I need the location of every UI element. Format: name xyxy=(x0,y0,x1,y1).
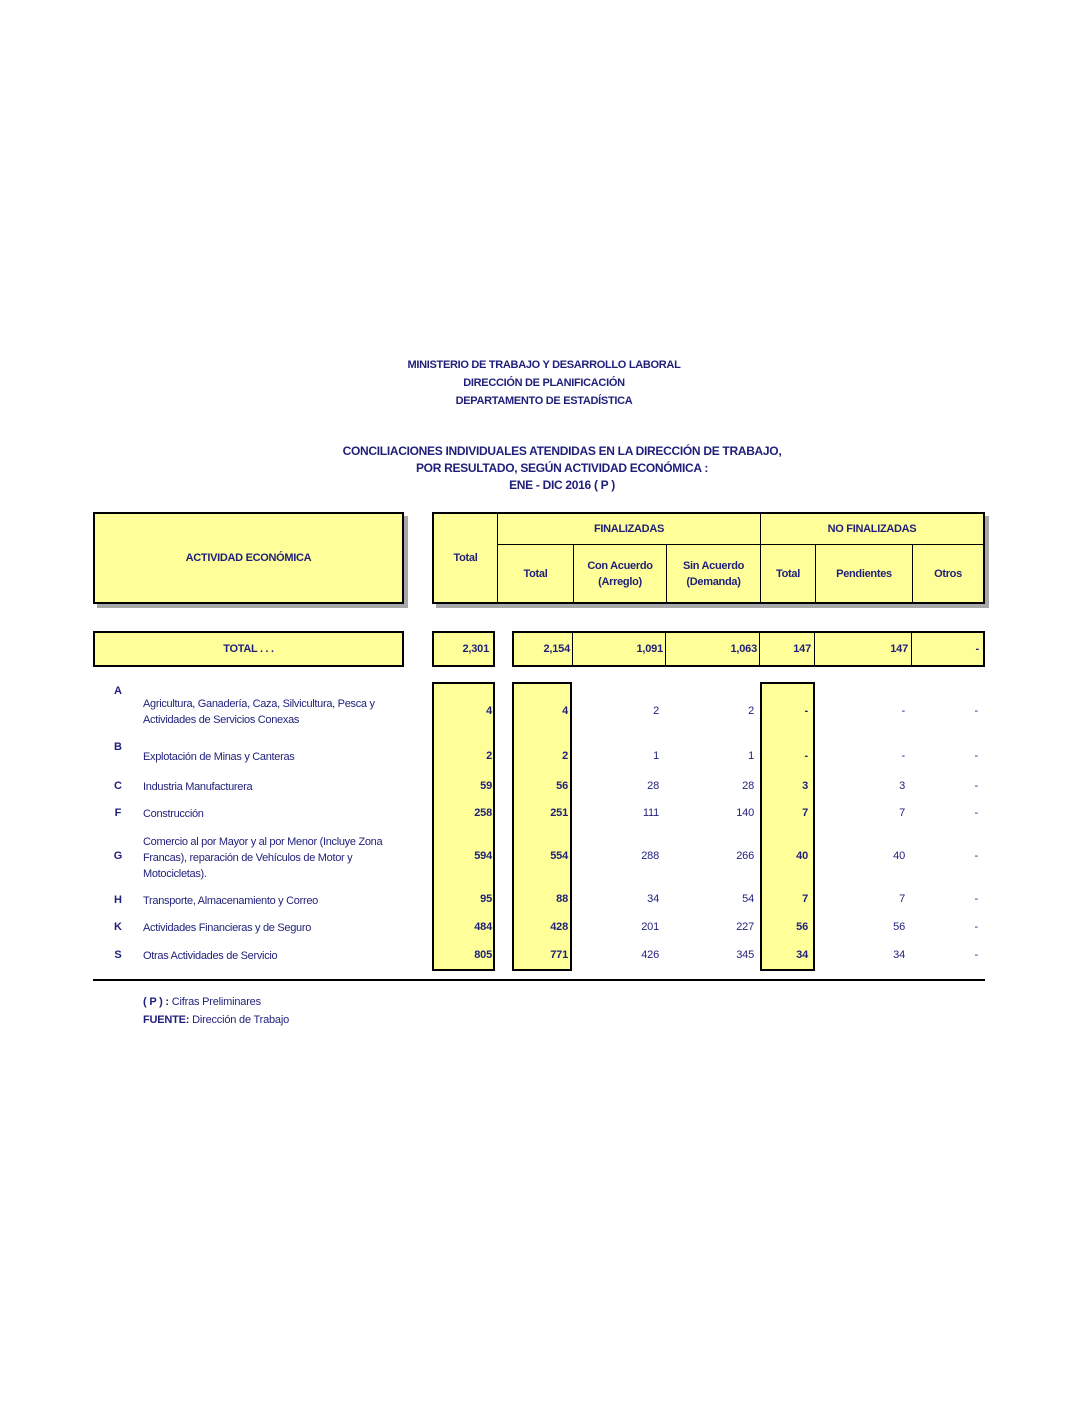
row-con-acuerdo: 1 xyxy=(653,750,659,762)
row-sin-acuerdo: 28 xyxy=(742,780,754,792)
row-otros: - xyxy=(974,807,978,819)
total-breakdown-box xyxy=(512,631,985,667)
fin-total-header: Total xyxy=(523,568,548,580)
actividad-header: ACTIVIDAD ECONÓMICA xyxy=(185,552,312,564)
total-sin-acuerdo: 1,063 xyxy=(730,643,757,655)
direction-name: DIRECCIÓN DE PLANIFICACIÓN xyxy=(463,377,625,389)
row-code: H xyxy=(114,894,122,906)
row-code: A xyxy=(114,685,122,697)
note-source-key: FUENTE: xyxy=(143,1014,190,1026)
nf-total-header: Total xyxy=(776,568,800,580)
row-pendientes: 3 xyxy=(899,780,905,792)
row-total: 258 xyxy=(474,807,492,819)
row-con-acuerdo: 28 xyxy=(647,780,659,792)
results-header-box xyxy=(432,512,985,604)
sin-acuerdo-header: Sin Acuerdo (Demanda) xyxy=(682,560,745,588)
total-nf-total: 147 xyxy=(793,643,811,655)
total-otros: - xyxy=(975,643,979,655)
row-fin-total: 428 xyxy=(550,921,568,933)
ministry-name: MINISTERIO DE TRABAJO Y DESARROLLO LABORAL xyxy=(407,359,681,371)
row-con-acuerdo: 288 xyxy=(641,850,659,862)
row-label: Industria Manufacturera xyxy=(143,781,253,793)
row-nf-total: - xyxy=(804,705,808,717)
row-nf-total: - xyxy=(804,750,808,762)
table-bottom-rule xyxy=(93,979,985,981)
no-finalizadas-header: NO FINALIZADAS xyxy=(827,523,917,535)
row-pendientes: 34 xyxy=(893,949,905,961)
report-subtitle: POR RESULTADO, SEGÚN ACTIVIDAD ECONÓMICA : xyxy=(415,461,709,475)
row-otros: - xyxy=(974,780,978,792)
row-label: Comercio al por Mayor y al por Menor (Incluye Zona Francas), reparación de Vehículos de Motor y Motocicletas). xyxy=(143,836,383,880)
row-pendientes: 7 xyxy=(899,807,905,819)
row-pendientes: 7 xyxy=(899,893,905,905)
row-con-acuerdo: 34 xyxy=(647,893,659,905)
row-sin-acuerdo: 2 xyxy=(748,705,754,717)
row-otros: - xyxy=(974,705,978,717)
row-con-acuerdo: 201 xyxy=(641,921,659,933)
row-fin-total: 2 xyxy=(562,750,568,762)
row-code: F xyxy=(114,807,122,819)
row-label: Otras Actividades de Servicio xyxy=(143,950,278,962)
total-value-box xyxy=(432,631,495,667)
total-value: 2,301 xyxy=(462,643,489,655)
row-label: Actividades Financieras y de Seguro xyxy=(143,922,312,934)
row-code: C xyxy=(114,780,122,792)
row-fin-total: 88 xyxy=(556,893,568,905)
row-label: Construcción xyxy=(143,808,204,820)
row-sin-acuerdo: 345 xyxy=(736,949,754,961)
row-otros: - xyxy=(974,921,978,933)
row-sin-acuerdo: 140 xyxy=(736,807,754,819)
row-fin-total: 4 xyxy=(562,705,568,717)
total-label: TOTAL . . . xyxy=(223,643,274,655)
row-total: 594 xyxy=(474,850,492,862)
row-con-acuerdo: 2 xyxy=(653,705,659,717)
row-pendientes: - xyxy=(901,705,905,717)
row-sin-acuerdo: 227 xyxy=(736,921,754,933)
row-code: B xyxy=(114,741,122,753)
row-total: 2 xyxy=(486,750,492,762)
row-label: Explotación de Minas y Canteras xyxy=(143,751,295,763)
row-code: S xyxy=(114,949,122,961)
row-fin-total: 771 xyxy=(550,949,568,961)
total-label-box xyxy=(93,631,404,667)
note-preliminary-key: ( P ) : xyxy=(143,996,169,1008)
row-otros: - xyxy=(974,949,978,961)
report-title: CONCILIACIONES INDIVIDUALES ATENDIDAS EN LA DIRECCIÓN DE TRABAJO, xyxy=(342,444,782,458)
row-fin-total: 56 xyxy=(556,780,568,792)
con-acuerdo-header: Con Acuerdo (Arreglo) xyxy=(587,560,653,588)
row-sin-acuerdo: 266 xyxy=(736,850,754,862)
row-label: Agricultura, Ganadería, Caza, Silvicultura, Pesca y Actividades de Servicios Conexas xyxy=(143,698,375,726)
row-otros: - xyxy=(974,850,978,862)
row-con-acuerdo: 111 xyxy=(642,807,659,819)
finalizadas-header: FINALIZADAS xyxy=(593,523,665,535)
total-con-acuerdo: 1,091 xyxy=(636,643,663,655)
row-otros: - xyxy=(974,893,978,905)
row-total: 805 xyxy=(474,949,492,961)
note-preliminary xyxy=(143,996,261,1008)
row-sin-acuerdo: 54 xyxy=(742,893,754,905)
row-pendientes: - xyxy=(901,750,905,762)
row-nf-total: 56 xyxy=(796,921,808,933)
pendientes-header: Pendientes xyxy=(836,568,892,580)
report-period: ENE - DIC 2016 ( P ) xyxy=(509,478,615,492)
row-con-acuerdo: 426 xyxy=(641,949,659,961)
note-source-text: Dirección de Trabajo xyxy=(192,1014,290,1026)
total-fin-total: 2,154 xyxy=(543,643,570,655)
actividad-header-box xyxy=(93,512,404,604)
department-name: DEPARTAMENTO DE ESTADÍSTICA xyxy=(455,395,633,407)
row-nf-total: 34 xyxy=(796,949,808,961)
row-total: 95 xyxy=(480,893,492,905)
row-pendientes: 40 xyxy=(893,850,905,862)
row-fin-total: 554 xyxy=(550,850,568,862)
note-source xyxy=(143,1014,289,1026)
row-nf-total: 7 xyxy=(802,807,808,819)
row-otros: - xyxy=(974,750,978,762)
row-total: 4 xyxy=(486,705,492,717)
row-nf-total: 40 xyxy=(796,850,808,862)
row-label: Transporte, Almacenamiento y Correo xyxy=(143,895,318,907)
note-preliminary-text: Cifras Preliminares xyxy=(171,996,261,1008)
row-code: G xyxy=(113,850,123,862)
total-pendientes: 147 xyxy=(890,643,908,655)
row-nf-total: 3 xyxy=(802,780,808,792)
row-fin-total: 251 xyxy=(550,807,568,819)
row-nf-total: 7 xyxy=(802,893,808,905)
row-code: K xyxy=(114,921,122,933)
row-sin-acuerdo: 1 xyxy=(748,750,754,762)
total-header: Total xyxy=(453,552,478,564)
row-pendientes: 56 xyxy=(893,921,905,933)
otros-header: Otros xyxy=(934,568,962,580)
row-total: 59 xyxy=(480,780,492,792)
row-total: 484 xyxy=(474,921,492,933)
